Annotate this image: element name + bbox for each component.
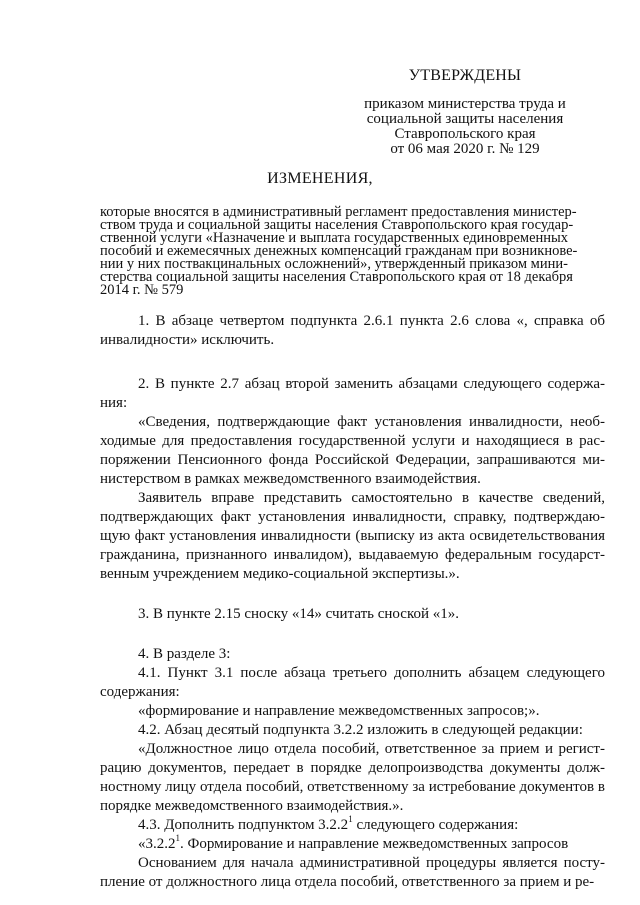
item-4-3-quote-text: «3.2.2 [138, 836, 176, 852]
item-3: 3. В пункте 2.15 сноску «14» считать сноской «1». [138, 606, 460, 622]
superscript: 1 [348, 814, 353, 824]
approval-heading: УТВЕРЖДЕНЫ [408, 67, 522, 84]
item-1: 1. В абзаце четвертом подпункта 2.6.1 пункта 2.6 слова «, справка об инвалидности» исключить. [100, 313, 605, 348]
item-4-1: 4.1. Пункт 3.1 после абзаца третьего дополнить абзацем следующего содержания: [100, 665, 605, 700]
intro-line: 2014 г. № 579 [100, 282, 184, 298]
superscript: 1 [175, 833, 180, 843]
item-2-quote-2: Заявитель вправе представить самостоятельно в качестве сведений, подтверждающих факт установления инвалидности, справку, подтверждаю-щую факт установления инвалидности (выписку из акта освидетельствования гражданина, признанного инвалидом), выдаваемую федеральным государст-венным учреждением медико-социальной экспертизы.». [100, 490, 605, 582]
document-body [100, 312, 605, 892]
item-2: 2. В пункте 2.7 абзац второй заменить абзацами следующего содержа-ния: [100, 376, 605, 411]
approval-stamp [350, 68, 580, 157]
item-4-3-quote [100, 835, 605, 854]
approval-line: приказом министерства труда и [364, 96, 566, 112]
intro-line: которые вносятся в административный регламент предоставления министер- [100, 204, 577, 220]
closing-paragraph: Основанием для начала административной процедуры является посту-пление от должностного лица отдела пособий, ответственного за прием и ре- [100, 855, 605, 890]
item-4-3-quote-text-end: . Формирование и направление межведомственных запросов [180, 836, 569, 852]
item-4-3-text-end: следующего содержания: [352, 817, 519, 833]
approval-date: от 06 мая 2020 г. № 129 [390, 141, 540, 157]
intro-paragraph [100, 206, 605, 297]
intro-line: ственной услуги «Назначение и выплата государственных единовременных [100, 230, 569, 246]
item-4-2-quote: «Должностное лицо отдела пособий, ответственное за прием и регист-рацию документов, передает в порядке делопроизводства документы долж-ностному лицу отдела пособий, ответственному за истребование документов в порядке межведомственного взаимодействия.». [100, 741, 605, 814]
item-2-quote-1: «Сведения, подтверждающие факт установления инвалидности, необ-ходимые для предоставления государственной услуги и находящиеся в рас-поряжении Пенсионного фонда Российской Федерации, запрашиваются ми-нистерством в рамках межведомственного взаимодействия. [100, 414, 605, 487]
intro-line: ством труда и социальной защиты населения Ставропольского края государ- [100, 217, 574, 233]
intro-line: пособий и ежемесячных денежных компенсаций гражданам при возникнове- [100, 243, 578, 259]
item-4-1-quote: «формирование и направление межведомственных запросов;». [138, 703, 540, 719]
approval-line: социальной защиты населения [366, 111, 564, 127]
item-4-2: 4.2. Абзац десятый подпункта 3.2.2 изложить в следующей редакции: [138, 722, 583, 738]
document-title: ИЗМЕНЕНИЯ, [267, 170, 373, 187]
item-4: 4. В разделе 3: [138, 646, 231, 662]
approval-line: Ставропольского края [394, 126, 536, 142]
intro-line: нии у них поствакцинальных осложнений», утвержденный приказом мини- [100, 256, 568, 272]
intro-line: стерства социальной защиты населения Ставропольского края от 18 декабря [100, 269, 573, 285]
item-4-3-text: 4.3. Дополнить подпунктом 3.2.2 [138, 817, 349, 833]
